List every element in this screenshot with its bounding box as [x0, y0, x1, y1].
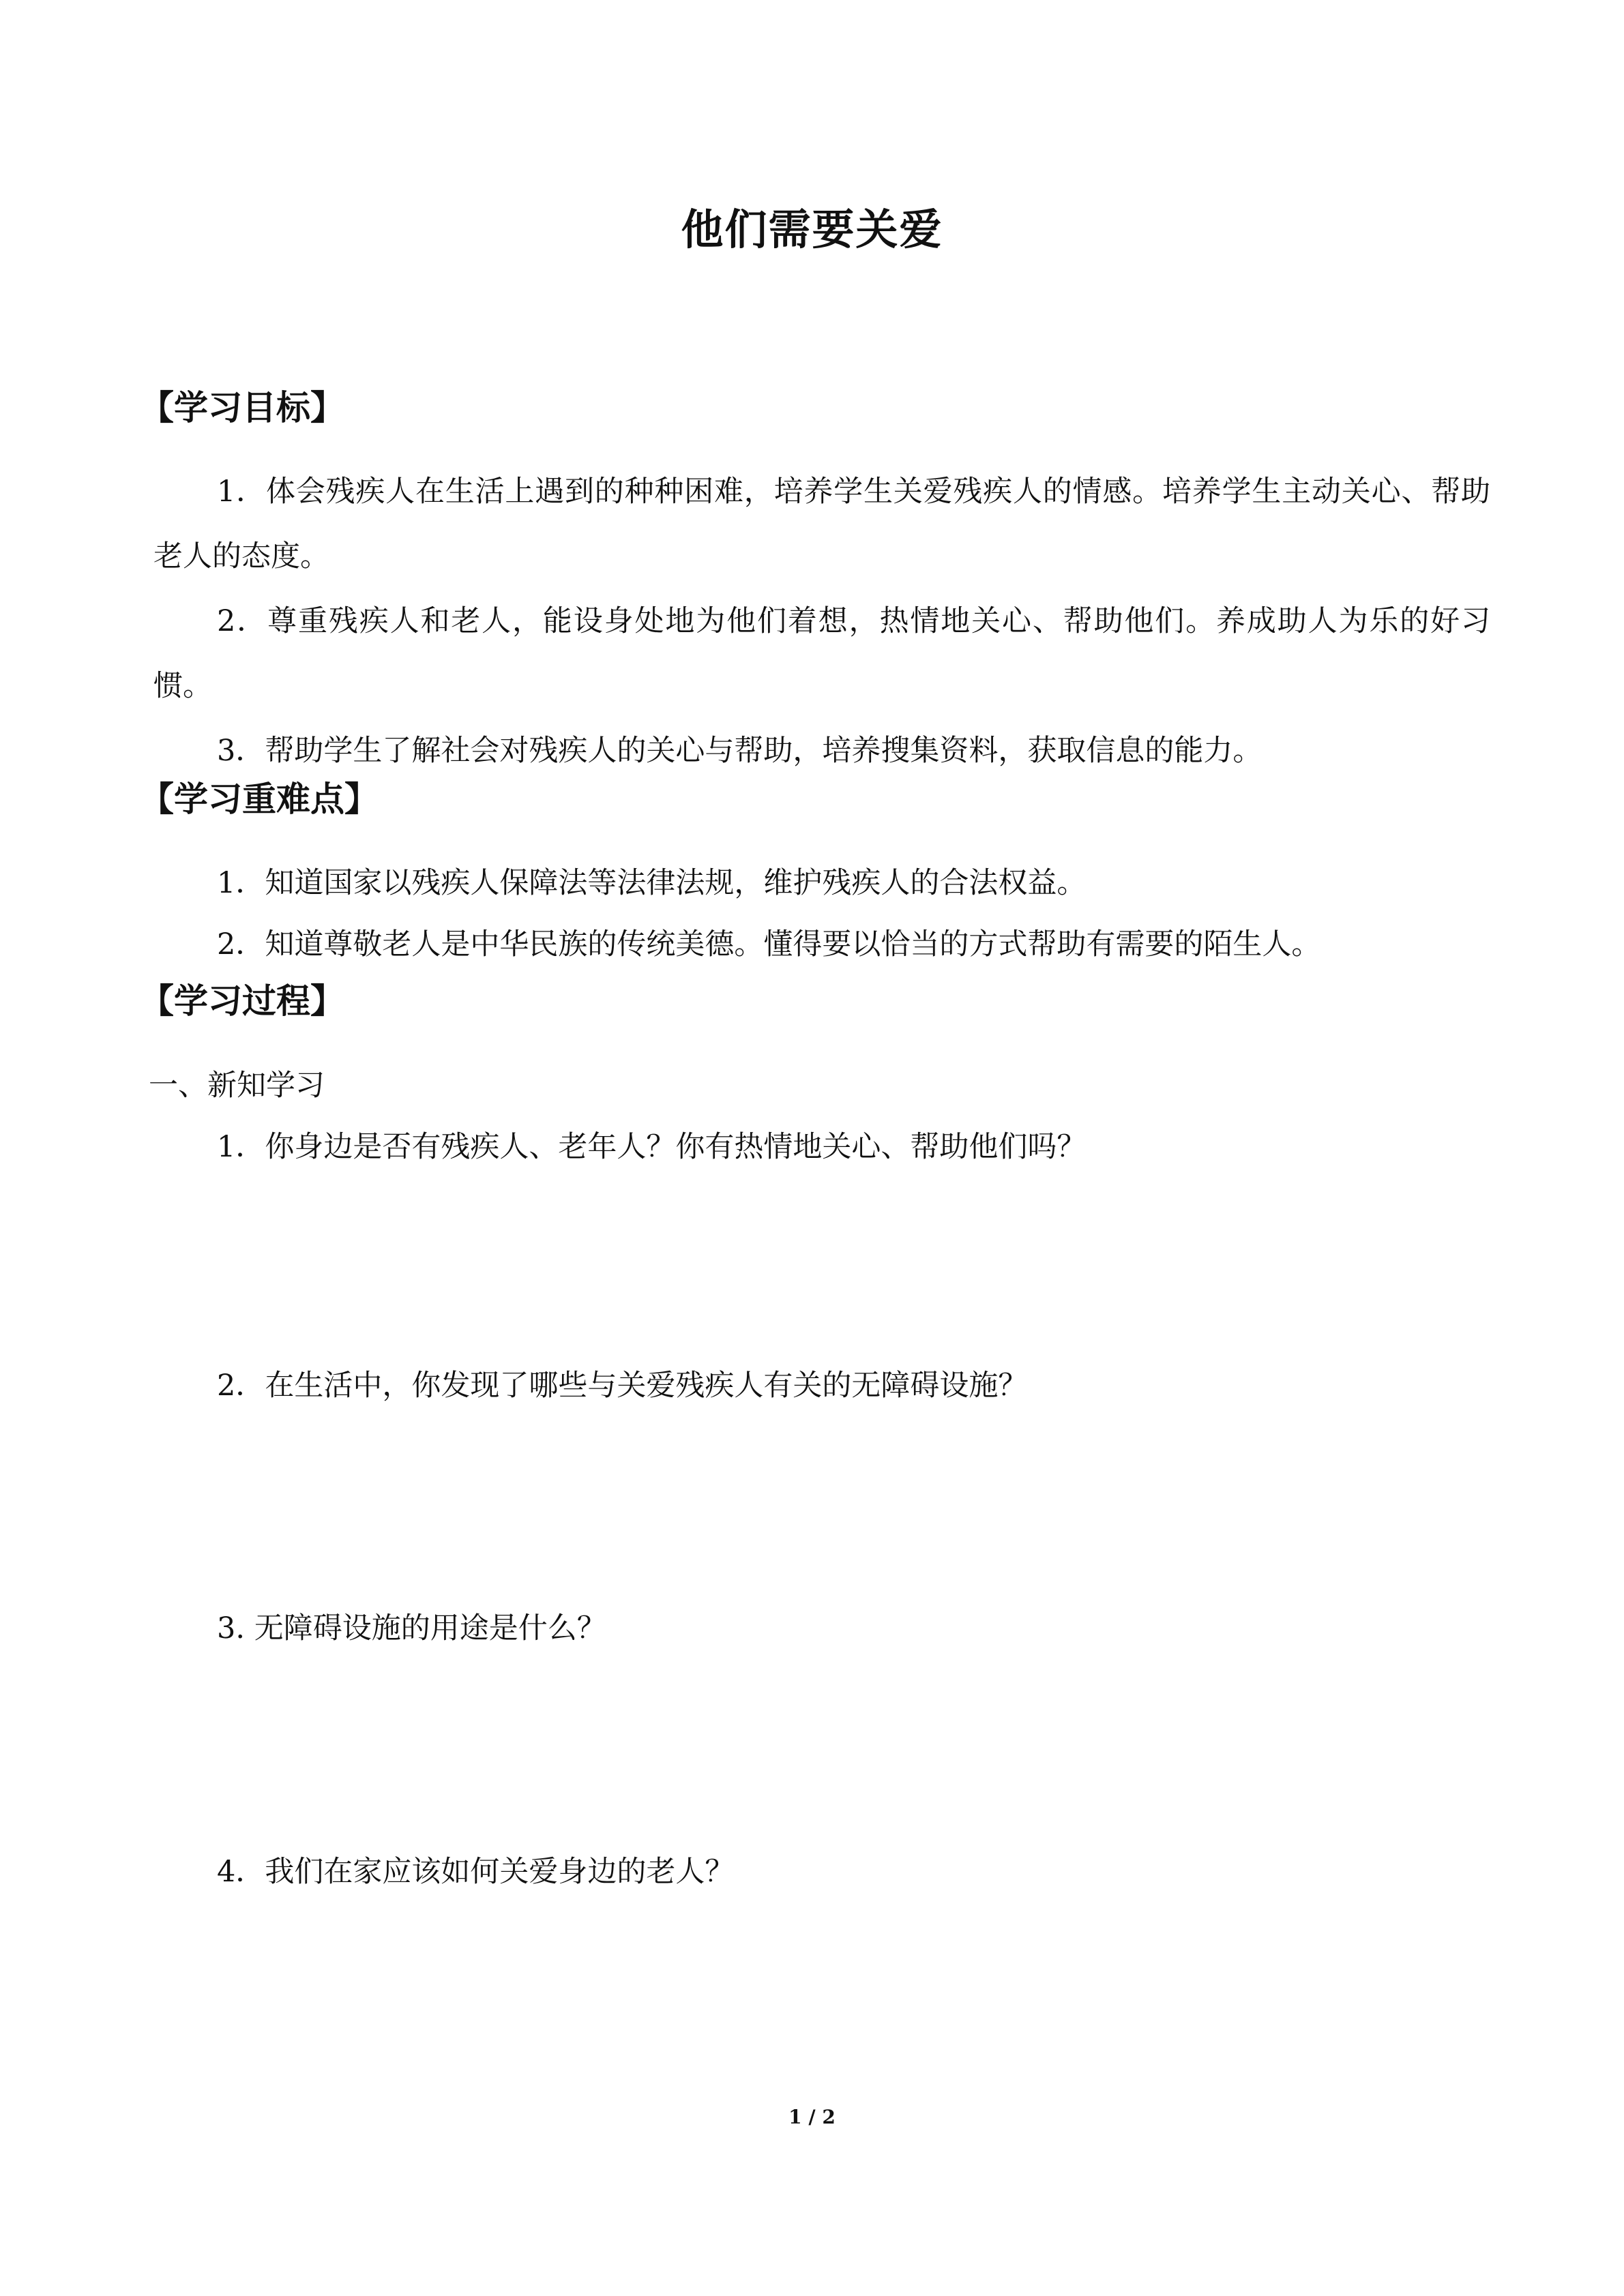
section-heading-key-points: 【学习重难点】: [140, 779, 379, 819]
section-heading-objectives: 【学习目标】: [140, 388, 344, 428]
key-point-item-1: 1．知道国家以残疾人保障法等法律法规，维护残疾人的合法权益。: [217, 866, 1087, 900]
key-point-item-2: 2．知道尊敬老人是中华民族的传统美德。懂得要以恰当的方式帮助有需要的陌生人。: [217, 927, 1321, 961]
process-subheading: 一、新知学习: [149, 1069, 325, 1103]
section-heading-process: 【学习过程】: [140, 981, 344, 1021]
page-number: 1 / 2: [788, 2106, 836, 2128]
objective-item-3: 3．帮助学生了解社会对残疾人的关心与帮助，培养搜集资料，获取信息的能力。: [217, 734, 1263, 768]
process-question-2: 2．在生活中，你发现了哪些与关爱残疾人有关的无障碍设施？: [217, 1369, 1028, 1403]
process-question-3: 3. 无障碍设施的用途是什么？: [217, 1611, 606, 1645]
process-question-1: 1．你身边是否有残疾人、老年人？你有热情地关心、帮助他们吗？: [217, 1130, 1087, 1164]
objective-item-2: 2．尊重残疾人和老人，能设身处地为他们着想，热情地关心、帮助他们。养成助人为乐的好习惯。: [153, 604, 1490, 703]
process-question-4: 4．我们在家应该如何关爱身边的老人？: [217, 1855, 735, 1889]
document-title: 他们需要关爱: [681, 205, 943, 254]
objective-item-1: 1．体会残疾人在生活上遇到的种种困难，培养学生关爱残疾人的情感。培养学生主动关心、帮助老人的态度。: [153, 475, 1490, 573]
